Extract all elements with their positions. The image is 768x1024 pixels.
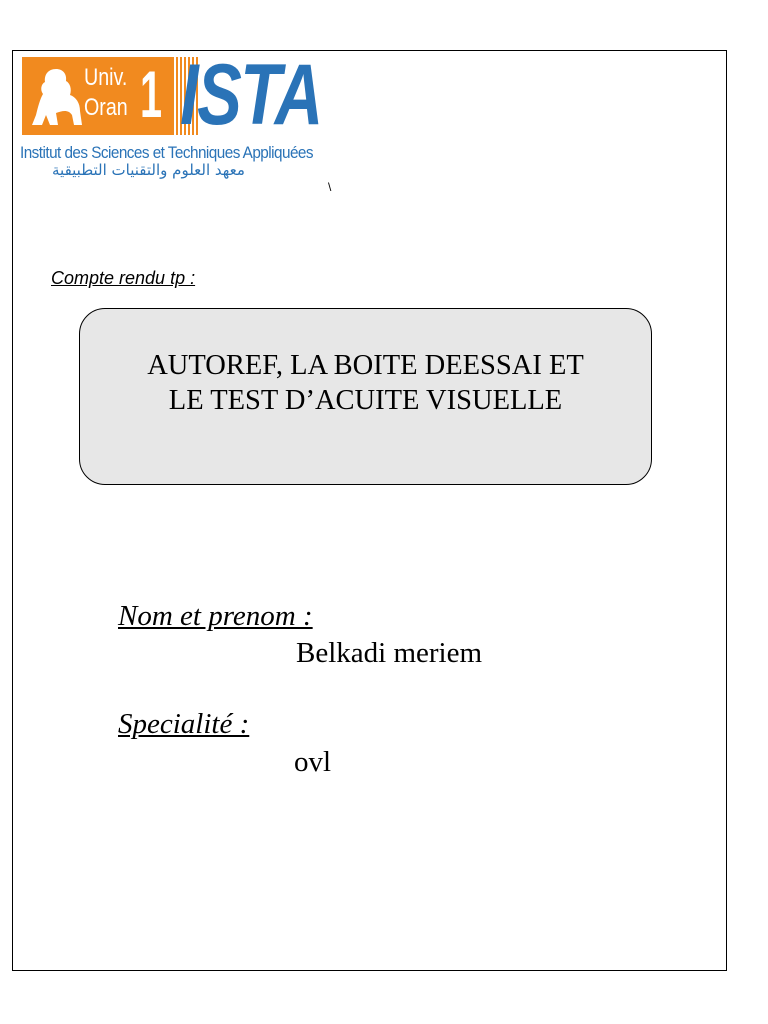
specialty-value: ovl (294, 746, 332, 778)
logo-univ-line2: Oran (84, 94, 128, 121)
report-label: Compte rendu tp : (51, 268, 196, 288)
lion-icon (28, 65, 84, 129)
logo-univ-line1: Univ. (84, 64, 128, 91)
specialty-label: Specialité : (118, 708, 250, 740)
logo-univ-text (84, 63, 128, 123)
report-title-line2: LE TEST D’ACUITE VISUELLE (168, 384, 563, 416)
institute-name-fr: Institut des Sciences et Techniques Appliquées (20, 143, 313, 162)
ista-logo (20, 47, 322, 197)
logo-univ-number: 1 (140, 57, 163, 131)
stray-mark: \ (328, 180, 332, 194)
institute-name-ar: معهد العلوم والتقنيات التطبيقية (52, 161, 245, 179)
logo-brand: ISTA (180, 47, 322, 143)
title-box (79, 308, 652, 485)
name-value: Belkadi meriem (296, 637, 483, 669)
name-label: Nom et prenom : (118, 600, 313, 632)
report-title-line1: AUTOREF, LA BOITE DEESSAI ET (147, 349, 584, 381)
report-title (86, 348, 646, 418)
